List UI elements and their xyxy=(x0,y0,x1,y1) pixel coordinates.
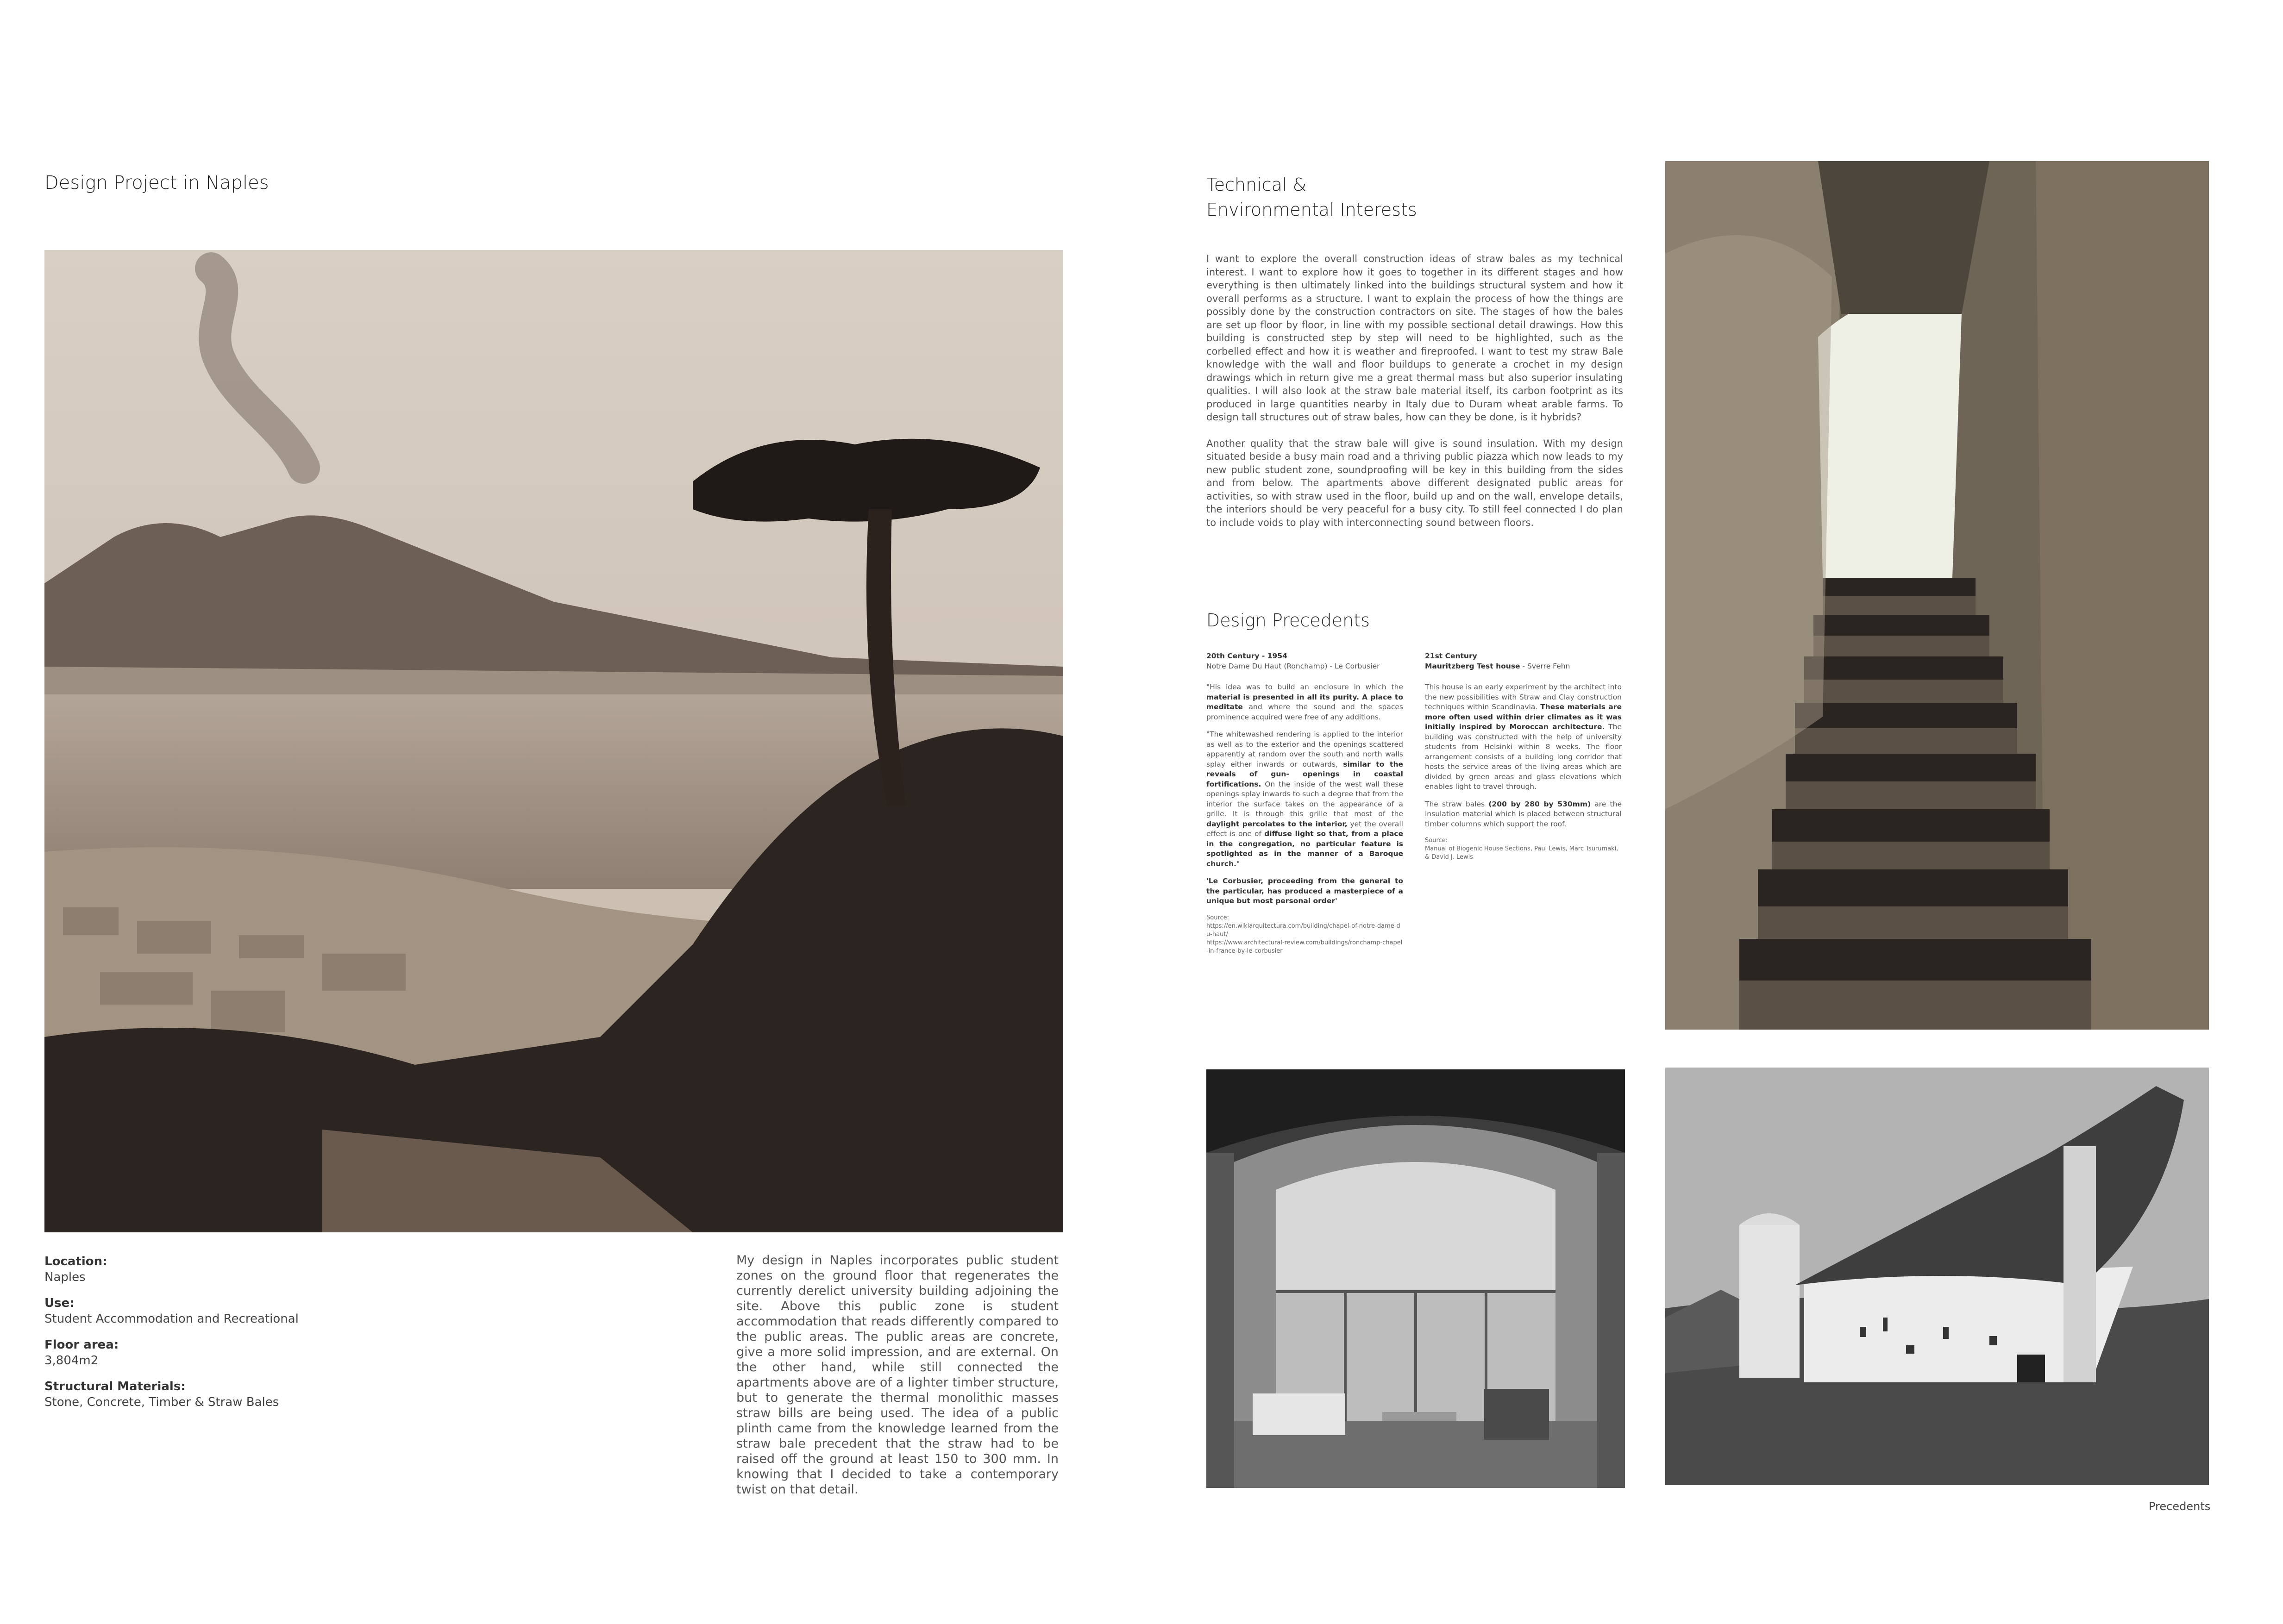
mauritzberg-sources: Source: Manual of Biogenic House Sections, Paul Lewis, Marc Tsurumaki, & David J. Lewis xyxy=(1425,837,1618,861)
tech-paragraph-2: Another quality that the straw bale will give is sound insulation. With my design situated beside a busy main road and a thriving public piazza which now leads to my new public student zone, soundproofing will be key in this building from the sides and from below. The apartments above different designated public areas for activities, so with straw used in the floor, build up and on the wall, envelope details, the interiors should be very peaceful for a busy city. To still feel connected I do plan to include voids to play with interconnecting sound between floors. xyxy=(1206,437,1623,528)
tech-title-line-1: Technical & xyxy=(1206,175,1307,195)
ronchamp-chapel-photo xyxy=(1665,1068,2209,1485)
ronchamp-building: Notre Dame Du Haut (Ronchamp) - Le Corbusier xyxy=(1206,662,1380,670)
floor-area-label: Floor area: xyxy=(44,1338,119,1352)
stone-stairway-photo xyxy=(1665,161,2209,1030)
design-precedents-heading: Design Precedents xyxy=(1206,610,1370,631)
ronchamp-quote-1: "His idea was to build an enclosure in which the material is presented in all its purity. A place to meditate and where the sound and the spaces prominence acquired were free of any additions. xyxy=(1206,683,1403,721)
naples-vesuvius-photo xyxy=(44,250,1063,1232)
mauritzberg-interior-photo xyxy=(1206,1069,1625,1488)
floor-area-value: 3,804m2 xyxy=(44,1354,99,1368)
mauritzberg-building: Mauritzberg Test house - Sverre Fehn xyxy=(1425,662,1570,670)
ronchamp-century: 20th Century - 1954 xyxy=(1206,652,1287,660)
mauritzberg-paragraph-1: This house is an early experiment by the architect into the new possibilities with Straw and Clay construction techniques within Scandinavia. These materials are more often used within drier climates as it was initially inspired by Moroccan architecture. The building was constructed with the help of university students from Helsinki within 8 weeks. The floor arrangement consists of a building long corridor that hosts the service areas of the living areas which are divided by green areas and glass elevations which enables light to travel through. xyxy=(1425,683,1622,791)
precedent-ronchamp xyxy=(1206,651,1403,956)
mauritzberg-century: 21st Century xyxy=(1425,652,1477,660)
project-description: My design in Naples incorporates public student zones on the ground floor that regenerates the currently derelict university building adjoining the site. Above this public zone is student accommodation that reads differently compared to the public areas. The public areas are concrete, give a more solid impression, and are external. On the other hand, while still connected the apartments above are of a lighter timber structure, but to generate the thermal monolithic masses straw bills are being used. The idea of a public plinth came from the knowledge learned from the straw bale precedent that the straw had to be raised off the ground at least 150 to 300 mm. In knowing that I decided to take a contemporary twist on that detail. xyxy=(736,1253,1059,1497)
tech-title-line-2: Environmental Interests xyxy=(1206,200,1417,220)
location-label: Location: xyxy=(44,1255,107,1268)
use-value: Student Accommodation and Recreational xyxy=(44,1312,299,1326)
mauritzberg-paragraph-2: The straw bales (200 by 280 by 530mm) are the insulation material which is placed between structural timber columns which support the roof. xyxy=(1425,800,1622,828)
project-specs xyxy=(44,1254,369,1420)
materials-value: Stone, Concrete, Timber & Straw Bales xyxy=(44,1395,279,1409)
materials-label: Structural Materials: xyxy=(44,1380,186,1393)
location-value: Naples xyxy=(44,1270,86,1284)
technical-interests-heading xyxy=(1206,172,1417,222)
precedent-mauritzberg xyxy=(1425,651,1622,862)
source-link-1: https://en.wikiarquitectura.com/building/chapel-of-notre-dame-du-haut/ xyxy=(1206,922,1400,938)
technical-interests-body xyxy=(1206,252,1623,542)
page-footer-label: Precedents xyxy=(2149,1500,2211,1513)
use-label: Use: xyxy=(44,1296,75,1310)
tech-paragraph-1: I want to explore the overall construction ideas of straw bales as my technical interest. I want to explore how it goes to together in its different stages and how everything is then ultimately linked into the buildings structural system and how it overall performs as a structure. I want to explain the process of how the things are possibly done by the construction contractors on site. The stages of how the bales are set up floor by floor, in line with my possible sectional detail drawings. How this building is constructed step by step will need to be highlighted, such as the corbelled effect and how it is weather and fireproofed. I want to test my straw Bale knowledge with the wall and floor buildups to generate a crochet in my design drawings which in return give me a great thermal mass but also superior insulating qualities. I will also look at the straw bale material itself, its carbon footprint as its produced in large quantities nearby in Italy due to Duram wheat arable farms. To design tall structures out of straw bales, how can they be done, is it hybrids? xyxy=(1206,253,1623,423)
source-link-2: https://www.architectural-review.com/buildings/ronchamp-chapel-in-france-by-le-corbusier xyxy=(1206,939,1403,955)
ronchamp-quote-3: 'Le Corbusier, proceeding from the general to the particular, has produced a masterpiece of a unique but most personal order' xyxy=(1206,877,1403,905)
ronchamp-quote-2: "The whitewashed rendering is applied to the interior as well as to the exterior and the openings scattered apparently at random over the south and north walls splay either inwards or outwards, similar to the reveals of gun- openings in coastal fortifications. On the inside of the west wall these openings splay inwards to such a degree that from the interior the surface takes on the appearance of a grille. It is through this grille that most of the daylight percolates to the interior, yet the overall effect is one of diffuse light so that, from a place in the congregation, no particular feature is spotlighted as in the manner of a Baroque church." xyxy=(1206,730,1403,868)
ronchamp-sources: Source: https://en.wikiarquitectura.com/building/chapel-of-notre-dame-du-haut/ https://www.architectural-review.com/buildings/ronchamp-chapel-in-france-by-le-corbusier xyxy=(1206,914,1403,955)
page-title: Design Project in Naples xyxy=(44,172,269,194)
